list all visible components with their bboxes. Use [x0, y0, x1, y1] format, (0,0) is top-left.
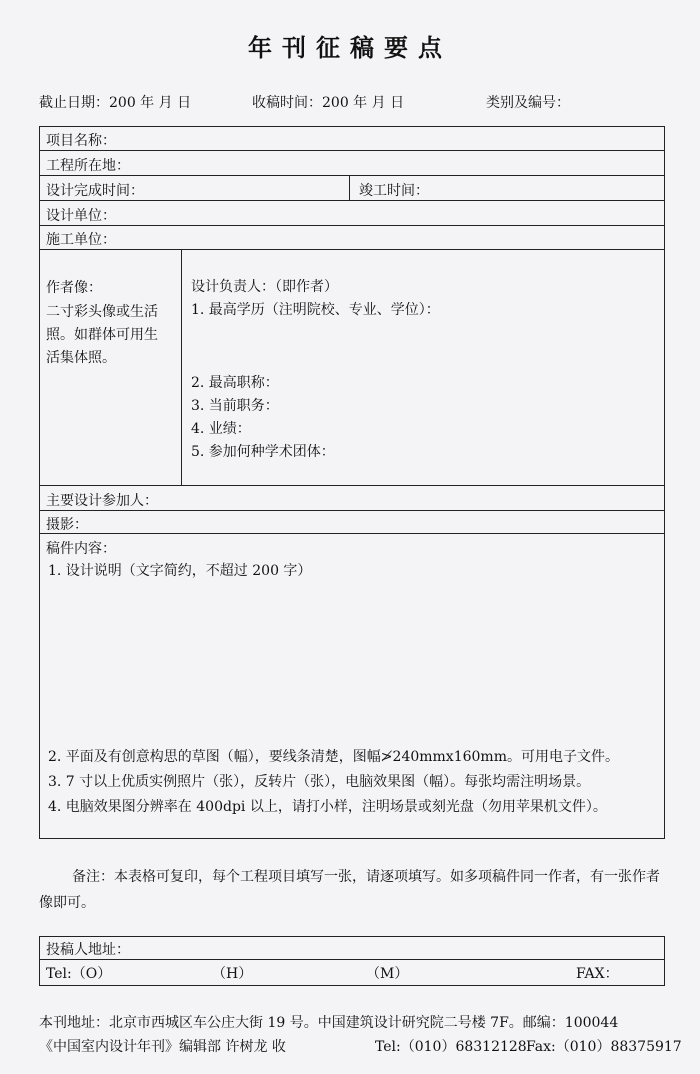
photography-field[interactable]: 摄影： [46, 517, 88, 533]
content-label: 稿件内容： [46, 541, 116, 557]
content-item: 2. 平面及有创意构思的草图（幅），要线条清楚，图幅≯240mmx160mm。可用电子文件。 [48, 749, 619, 765]
author-photo-note: 照。如群体可用生 [46, 327, 158, 343]
divider [40, 510, 664, 511]
divider [40, 249, 664, 250]
design-unit-field[interactable]: 设计单位： [46, 208, 116, 224]
tel-home-field[interactable]: （H） [212, 966, 253, 982]
location-field[interactable]: 工程所在地： [46, 158, 130, 174]
divider [40, 485, 664, 486]
achievements-field[interactable]: 4. 业绩： [191, 421, 251, 437]
project-name-field[interactable]: 项目名称： [46, 133, 116, 149]
design-lead-label: 设计负责人：（即作者） [191, 279, 338, 295]
divider [349, 175, 350, 200]
divider [40, 959, 664, 960]
divider [40, 225, 664, 226]
fax-field[interactable]: FAX： [576, 966, 619, 982]
content-item: 3. 7 寸以上优质实例照片（张），反转片（张），电脑效果图（幅）。每张均需注明场景。 [48, 774, 591, 790]
content-item: 1. 设计说明（文字简约，不超过 200 字） [48, 563, 312, 579]
author-photo-note: 二寸彩头像或生活 [46, 304, 158, 320]
footer-fax: Fax:（010）88375917 [526, 1039, 682, 1055]
divider [40, 150, 664, 151]
divider [181, 249, 182, 485]
page-title: 年刊征稿要点 [248, 34, 452, 62]
divider [40, 175, 664, 176]
journal-address: 本刊地址：北京市西城区车公庄大街 19 号。中国建筑设计研究院二号楼 7F。邮编：100044 [39, 1015, 619, 1031]
academic-groups-field[interactable]: 5. 参加何种学术团体： [191, 444, 335, 460]
divider [40, 200, 664, 201]
remarks-note: 备注：本表格可复印，每个工程项目填写一张，请逐项填写。如多项稿件同一作者，有一张作者像即可。 [39, 869, 660, 911]
deadline-label: 截止日期：200 年 月 日 [39, 95, 192, 111]
education-field[interactable]: 1. 最高学历（注明院校、专业、学位）： [191, 302, 440, 318]
position-field[interactable]: 3. 当前职务： [191, 398, 279, 414]
design-complete-field[interactable]: 设计完成时间： [46, 183, 144, 199]
tel-office-field[interactable]: Tel:（O） [46, 966, 112, 982]
construction-unit-field[interactable]: 施工单位： [46, 232, 116, 248]
title-field[interactable]: 2. 最高职称： [191, 375, 279, 391]
divider [40, 533, 664, 534]
address-field[interactable]: 投稿人地址： [46, 942, 130, 958]
contact-table [39, 936, 665, 986]
main-form-table [39, 126, 665, 839]
completion-field[interactable]: 竣工时间： [359, 183, 429, 199]
category-label: 类别及编号： [486, 95, 570, 111]
footer-tel: Tel:（010）68312128 [375, 1039, 527, 1055]
tel-mobile-field[interactable]: （M） [366, 966, 409, 982]
content-item: 4. 电脑效果图分辨率在 400dpi 以上，请打小样，注明场景或刻光盘（勿用苹果机文件）。 [48, 799, 607, 815]
participants-field[interactable]: 主要设计参加人： [46, 493, 158, 509]
received-label: 收稿时间：200 年 月 日 [252, 95, 405, 111]
author-photo-note: 活集体照。 [46, 350, 116, 366]
editor-line: 《中国室内设计年刊》编辑部 许树龙 收 [39, 1039, 286, 1055]
author-photo-title: 作者像： [46, 280, 102, 296]
